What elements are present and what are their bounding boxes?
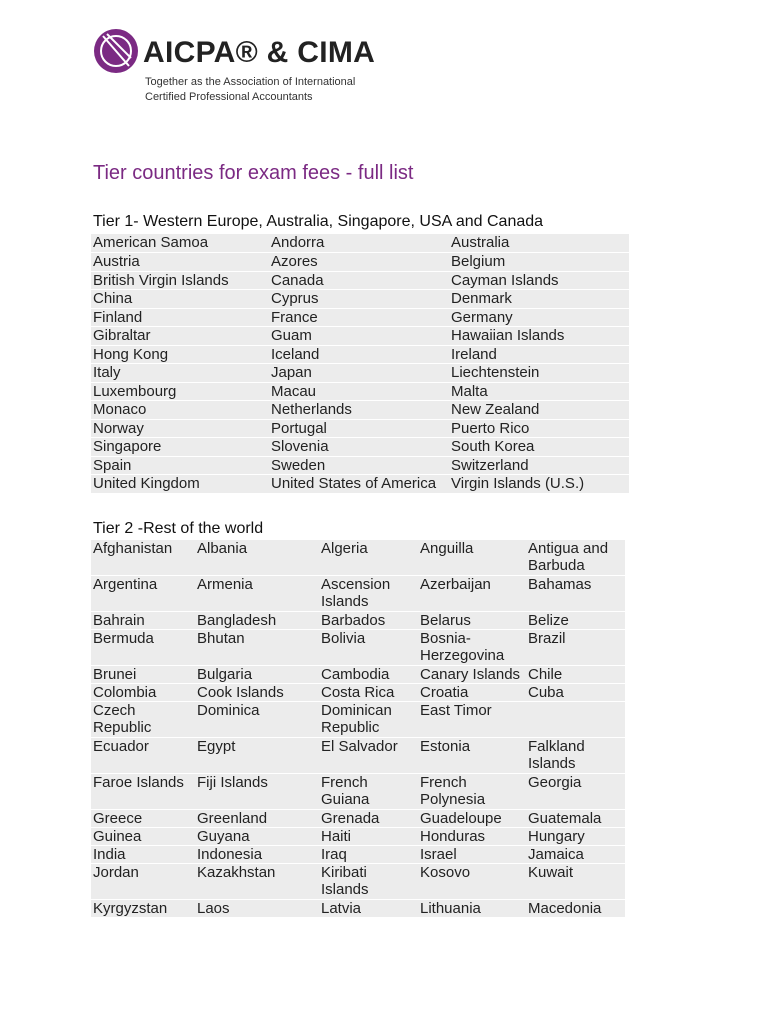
country-cell: Slovenia [269, 438, 449, 457]
country-cell: Iceland [269, 345, 449, 364]
country-cell: Gibraltar [91, 327, 269, 346]
country-cell: Azores [269, 253, 449, 272]
country-cell: Costa Rica [319, 684, 418, 702]
country-cell: China [91, 290, 269, 309]
table-row [91, 401, 629, 420]
country-cell: Georgia [526, 774, 625, 810]
country-cell: Bangladesh [195, 612, 319, 630]
tier1-table [91, 234, 629, 494]
country-cell: United States of America [269, 475, 449, 494]
country-cell: Kiribati Islands [319, 864, 418, 900]
country-cell [526, 702, 625, 738]
table-row [91, 327, 629, 346]
country-cell: Andorra [269, 234, 449, 253]
country-cell: Grenada [319, 810, 418, 828]
country-cell: Antigua and Barbuda [526, 540, 625, 576]
country-cell: Hungary [526, 828, 625, 846]
country-cell: Belgium [449, 253, 629, 272]
country-cell: Cook Islands [195, 684, 319, 702]
logo-wordmark: AICPA® & CIMA [143, 36, 376, 69]
country-cell: Anguilla [418, 540, 526, 576]
country-cell: Israel [418, 846, 526, 864]
country-cell: Bosnia-Herzegovina [418, 630, 526, 666]
country-cell: Greece [91, 810, 195, 828]
country-cell: Italy [91, 364, 269, 383]
country-cell: Singapore [91, 438, 269, 457]
country-cell: Brazil [526, 630, 625, 666]
country-cell: Iraq [319, 846, 418, 864]
table-row [91, 630, 625, 666]
table-row [91, 253, 629, 272]
country-cell: Estonia [418, 738, 526, 774]
country-cell: Bhutan [195, 630, 319, 666]
country-cell: Canada [269, 271, 449, 290]
country-cell: Liechtenstein [449, 364, 629, 383]
country-cell: Indonesia [195, 846, 319, 864]
logo-tagline: Together as the Association of International [145, 76, 356, 88]
country-cell: Spain [91, 456, 269, 475]
table-row [91, 271, 629, 290]
country-cell: Australia [449, 234, 629, 253]
country-cell: American Samoa [91, 234, 269, 253]
country-cell: Japan [269, 364, 449, 383]
country-cell: Latvia [319, 900, 418, 918]
country-cell: Virgin Islands (U.S.) [449, 475, 629, 494]
country-cell: Bahamas [526, 576, 625, 612]
country-cell: Bermuda [91, 630, 195, 666]
country-cell: French Guiana [319, 774, 418, 810]
table-row [91, 864, 625, 900]
country-cell: France [269, 308, 449, 327]
country-cell: Colombia [91, 684, 195, 702]
country-cell: Switzerland [449, 456, 629, 475]
country-cell: Dominica [195, 702, 319, 738]
table-row [91, 576, 625, 612]
country-cell: El Salvador [319, 738, 418, 774]
country-cell: Honduras [418, 828, 526, 846]
page-title: Tier countries for exam fees - full list [93, 162, 414, 184]
country-cell: Algeria [319, 540, 418, 576]
country-cell: Laos [195, 900, 319, 918]
country-cell: Bulgaria [195, 666, 319, 684]
country-cell: India [91, 846, 195, 864]
table-row [91, 774, 625, 810]
country-cell: Puerto Rico [449, 419, 629, 438]
table-row [91, 540, 625, 576]
country-cell: Haiti [319, 828, 418, 846]
country-cell: Finland [91, 308, 269, 327]
country-cell: Jordan [91, 864, 195, 900]
country-cell: Czech Republic [91, 702, 195, 738]
country-cell: Sweden [269, 456, 449, 475]
logo [93, 28, 393, 108]
country-cell: Jamaica [526, 846, 625, 864]
country-cell: Monaco [91, 401, 269, 420]
table-row [91, 419, 629, 438]
country-cell: Azerbaijan [418, 576, 526, 612]
country-cell: East Timor [418, 702, 526, 738]
table-row [91, 828, 625, 846]
country-cell: Guam [269, 327, 449, 346]
table-row [91, 666, 625, 684]
table-row [91, 475, 629, 494]
table-row [91, 612, 625, 630]
country-cell: Ecuador [91, 738, 195, 774]
country-cell: Germany [449, 308, 629, 327]
table-row [91, 810, 625, 828]
country-cell: Guinea [91, 828, 195, 846]
table-row [91, 702, 625, 738]
table-row [91, 345, 629, 364]
country-cell: Cuba [526, 684, 625, 702]
country-cell: South Korea [449, 438, 629, 457]
country-cell: Kuwait [526, 864, 625, 900]
country-cell: Guadeloupe [418, 810, 526, 828]
country-cell: Afghanistan [91, 540, 195, 576]
country-cell: United Kingdom [91, 475, 269, 494]
country-cell: Norway [91, 419, 269, 438]
country-cell: Kyrgyzstan [91, 900, 195, 918]
country-cell: Argentina [91, 576, 195, 612]
country-cell: Portugal [269, 419, 449, 438]
country-cell: Netherlands [269, 401, 449, 420]
country-cell: Dominican Republic [319, 702, 418, 738]
country-cell: Macau [269, 382, 449, 401]
country-cell: Brunei [91, 666, 195, 684]
country-cell: Belize [526, 612, 625, 630]
country-cell: Denmark [449, 290, 629, 309]
country-cell: Hong Kong [91, 345, 269, 364]
country-cell: British Virgin Islands [91, 271, 269, 290]
country-cell: Canary Islands [418, 666, 526, 684]
country-cell: Kosovo [418, 864, 526, 900]
country-cell: Malta [449, 382, 629, 401]
country-cell: Greenland [195, 810, 319, 828]
country-cell: Ireland [449, 345, 629, 364]
country-cell: Croatia [418, 684, 526, 702]
country-cell: Armenia [195, 576, 319, 612]
table-row [91, 364, 629, 383]
table-row [91, 738, 625, 774]
aicpa-cima-logo-mark-icon [93, 28, 139, 74]
country-cell: Albania [195, 540, 319, 576]
country-cell: Falkland Islands [526, 738, 625, 774]
table-row [91, 684, 625, 702]
country-cell: Guyana [195, 828, 319, 846]
country-cell: Barbados [319, 612, 418, 630]
tier2-table [91, 540, 625, 918]
country-cell: Egypt [195, 738, 319, 774]
tier1-heading: Tier 1- Western Europe, Australia, Singapore, USA and Canada [93, 213, 544, 230]
country-cell: Chile [526, 666, 625, 684]
tier2-heading: Tier 2 -Rest of the world [93, 520, 264, 537]
country-cell: Belarus [418, 612, 526, 630]
table-row [91, 438, 629, 457]
country-cell: French Polynesia [418, 774, 526, 810]
logo-tagline: Certified Professional Accountants [145, 91, 313, 103]
country-cell: Ascension Islands [319, 576, 418, 612]
country-cell: Bolivia [319, 630, 418, 666]
table-row [91, 846, 625, 864]
country-cell: Cyprus [269, 290, 449, 309]
country-cell: Guatemala [526, 810, 625, 828]
country-cell: Luxembourg [91, 382, 269, 401]
country-cell: Faroe Islands [91, 774, 195, 810]
table-row [91, 456, 629, 475]
country-cell: New Zealand [449, 401, 629, 420]
table-row [91, 290, 629, 309]
country-cell: Kazakhstan [195, 864, 319, 900]
country-cell: Hawaiian Islands [449, 327, 629, 346]
country-cell: Bahrain [91, 612, 195, 630]
table-row [91, 900, 625, 918]
table-row [91, 234, 629, 253]
table-row [91, 382, 629, 401]
country-cell: Austria [91, 253, 269, 272]
table-row [91, 308, 629, 327]
country-cell: Fiji Islands [195, 774, 319, 810]
country-cell: Lithuania [418, 900, 526, 918]
country-cell: Macedonia [526, 900, 625, 918]
country-cell: Cambodia [319, 666, 418, 684]
country-cell: Cayman Islands [449, 271, 629, 290]
